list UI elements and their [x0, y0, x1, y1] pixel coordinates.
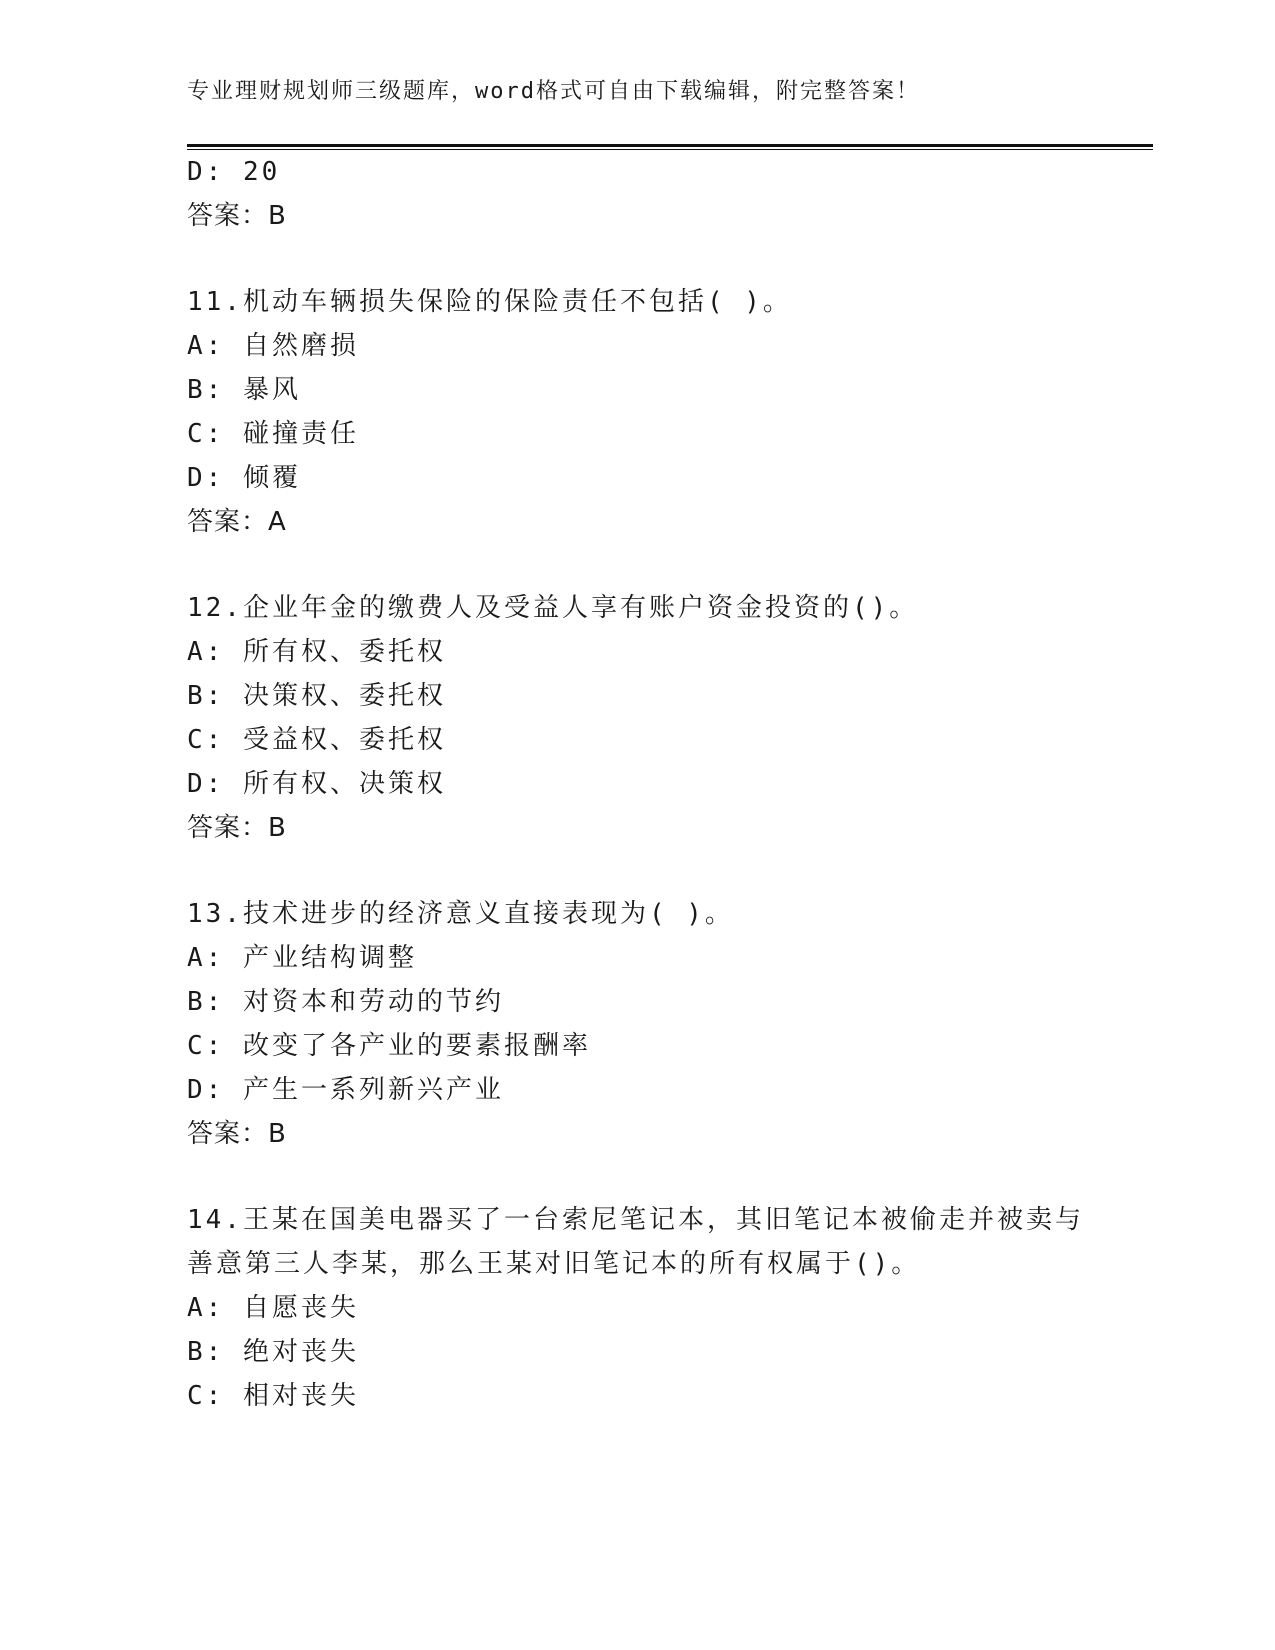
answer: 答案：B: [187, 813, 287, 843]
divider-thick-line: [187, 144, 1153, 147]
option-d: D: 所有权、决策权: [187, 769, 446, 799]
option-c: C: 受益权、委托权: [187, 725, 446, 755]
divider-thin-line: [187, 149, 1153, 150]
option-a: A: 自然磨损: [187, 331, 359, 361]
question-stem: 13.技术进步的经济意义直接表现为( )。: [187, 899, 734, 929]
question-stem: 12.企业年金的缴费人及受益人享有账户资金投资的()。: [187, 593, 919, 623]
answer: 答案：B: [187, 1119, 287, 1149]
question-stem-line-1: 14.王某在国美电器买了一台索尼笔记本，其旧笔记本被偷走并被卖与: [187, 1205, 1084, 1235]
option-b: B: 对资本和劳动的节约: [187, 987, 504, 1017]
option-c: C: 改变了各产业的要素报酬率: [187, 1031, 591, 1061]
option-a: A: 产业结构调整: [187, 943, 417, 973]
answer: 答案：B: [187, 201, 287, 231]
question-stem: 11.机动车辆损失保险的保险责任不包括( )。: [187, 287, 792, 317]
option-a: A: 所有权、委托权: [187, 637, 446, 667]
option-c: C: 相对丧失: [187, 1381, 359, 1411]
header-divider: [187, 144, 1153, 150]
option-b: B: 决策权、委托权: [187, 681, 446, 711]
question-stem-line-2: 善意第三人李某，那么王某对旧笔记本的所有权属于()。: [187, 1249, 921, 1279]
option-c: C: 碰撞责任: [187, 419, 359, 449]
page-header: 专业理财规划师三级题库，word格式可自由下载编辑，附完整答案！: [187, 79, 920, 104]
option-b: B: 暴风: [187, 375, 301, 405]
option-d: D: 倾覆: [187, 463, 301, 493]
option-b: B: 绝对丧失: [187, 1337, 359, 1367]
option-a: A: 自愿丧失: [187, 1293, 359, 1323]
option-d: D: 产生一系列新兴产业: [187, 1075, 504, 1105]
answer: 答案：A: [187, 507, 287, 537]
option-d: D: 20: [187, 157, 281, 187]
